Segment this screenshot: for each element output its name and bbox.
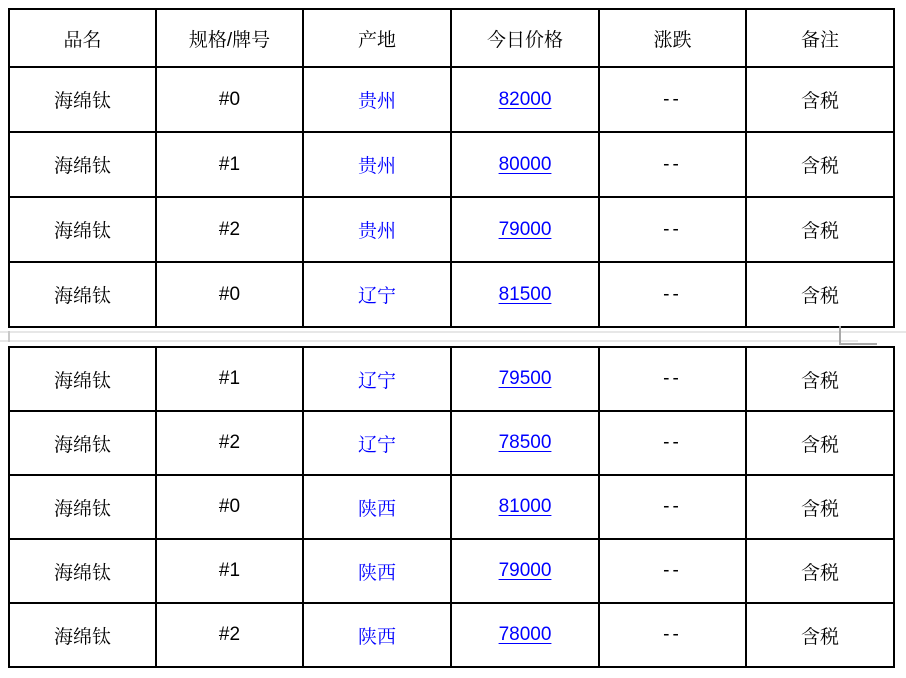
- note-cell: 含税: [746, 603, 894, 667]
- table-row: [9, 347, 894, 411]
- table-row: [9, 603, 894, 667]
- change-cell: --: [599, 475, 746, 539]
- note-cell: 含税: [746, 347, 894, 411]
- header-origin: 产地: [303, 9, 451, 67]
- spec-cell: #0: [156, 475, 303, 539]
- product-cell: 海绵钛: [9, 475, 156, 539]
- table-row: [9, 475, 894, 539]
- price-link[interactable]: 80000: [498, 153, 552, 175]
- origin-link[interactable]: 辽宁: [357, 286, 396, 307]
- spec-cell: #2: [156, 411, 303, 475]
- table-row: [9, 197, 894, 262]
- table-row: [9, 262, 894, 327]
- change-cell: --: [599, 132, 746, 197]
- header-price: 今日价格: [451, 9, 599, 67]
- price-link[interactable]: 79000: [498, 560, 552, 581]
- note-cell: 含税: [746, 475, 894, 539]
- note-cell: 含税: [746, 539, 894, 603]
- header-change: 涨跌: [599, 9, 746, 67]
- origin-link[interactable]: 陕西: [357, 562, 396, 584]
- price-link[interactable]: 81500: [498, 283, 552, 305]
- spec-cell: #0: [156, 262, 303, 327]
- origin-link[interactable]: 辽宁: [357, 434, 396, 456]
- header-note: 备注: [746, 9, 894, 67]
- spec-cell: #1: [156, 347, 303, 411]
- origin-link[interactable]: 陕西: [357, 498, 396, 520]
- table-row: [9, 132, 894, 197]
- product-cell: 海绵钛: [9, 262, 156, 327]
- origin-link[interactable]: 陕西: [357, 626, 396, 648]
- change-cell: --: [599, 197, 746, 262]
- product-cell: 海绵钛: [9, 347, 156, 411]
- product-cell: 海绵钛: [9, 67, 156, 132]
- spec-cell: #0: [156, 67, 303, 132]
- note-cell: 含税: [746, 197, 894, 262]
- change-cell: --: [599, 603, 746, 667]
- origin-link[interactable]: 贵州: [357, 221, 396, 242]
- table-row: [9, 411, 894, 475]
- origin-link[interactable]: 辽宁: [357, 370, 396, 392]
- product-cell: 海绵钛: [9, 411, 156, 475]
- change-cell: --: [599, 262, 746, 327]
- note-cell: 含税: [746, 132, 894, 197]
- note-cell: 含税: [746, 411, 894, 475]
- header-product: 品名: [9, 9, 156, 67]
- price-link[interactable]: 79500: [498, 368, 552, 389]
- product-cell: 海绵钛: [9, 132, 156, 197]
- change-cell: --: [599, 347, 746, 411]
- price-link[interactable]: 78000: [498, 624, 552, 645]
- product-cell: 海绵钛: [9, 603, 156, 667]
- spec-cell: #2: [156, 197, 303, 262]
- header-row: [9, 9, 894, 67]
- origin-link[interactable]: 贵州: [357, 91, 396, 112]
- price-link[interactable]: 81000: [498, 496, 552, 517]
- price-table-top: [8, 8, 895, 328]
- price-link[interactable]: 78500: [498, 432, 552, 453]
- table-row: [9, 539, 894, 603]
- price-tables-container: [8, 8, 893, 668]
- note-cell: 含税: [746, 67, 894, 132]
- origin-link[interactable]: 贵州: [357, 156, 396, 177]
- change-cell: --: [599, 539, 746, 603]
- change-cell: --: [599, 411, 746, 475]
- change-cell: --: [599, 67, 746, 132]
- table-row: [9, 67, 894, 132]
- spec-cell: #2: [156, 603, 303, 667]
- price-link[interactable]: 82000: [498, 88, 552, 110]
- price-table-bottom: [8, 346, 895, 668]
- product-cell: 海绵钛: [9, 539, 156, 603]
- price-link[interactable]: 79000: [498, 218, 552, 240]
- spec-cell: #1: [156, 539, 303, 603]
- note-cell: 含税: [746, 262, 894, 327]
- spec-cell: #1: [156, 132, 303, 197]
- header-spec: 规格/牌号: [156, 9, 303, 67]
- product-cell: 海绵钛: [9, 197, 156, 262]
